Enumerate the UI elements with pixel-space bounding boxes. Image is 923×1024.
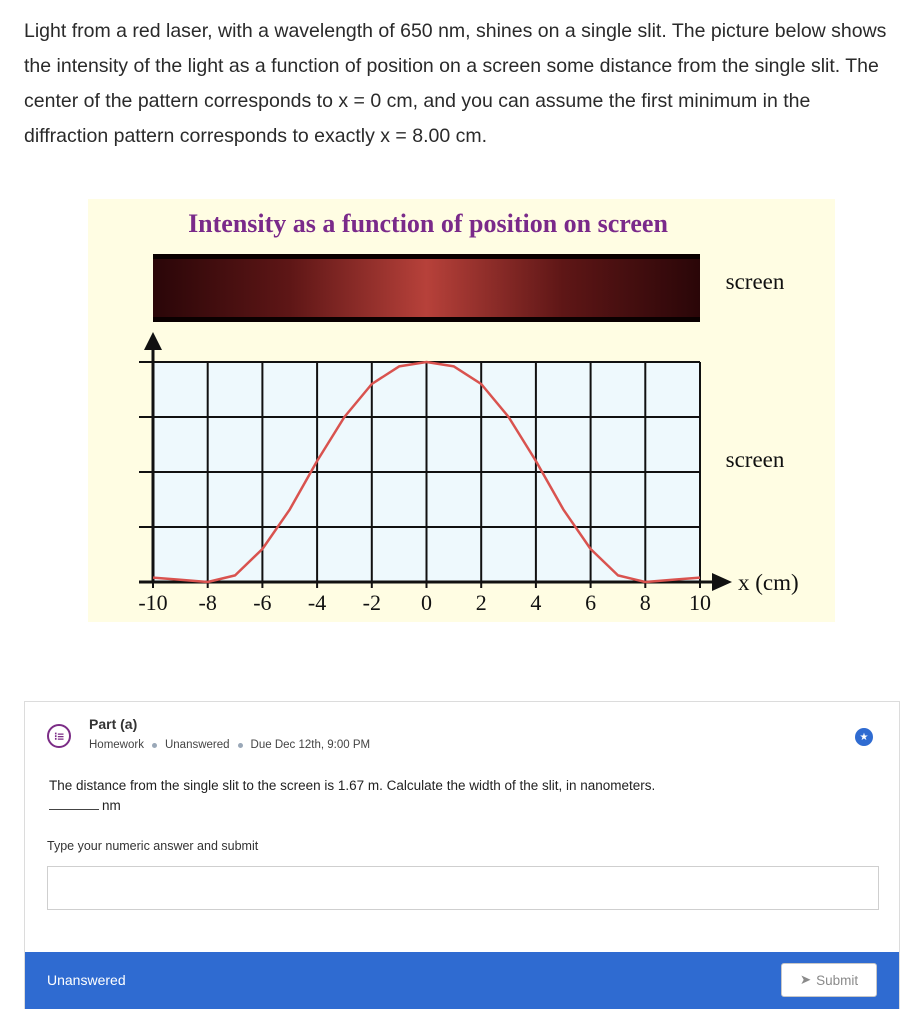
y-axis-arrow (144, 332, 162, 350)
x-tick-label: -10 (138, 590, 168, 615)
blank-underline (49, 799, 99, 810)
answer-instruction: Type your numeric answer and submit (47, 839, 259, 853)
send-icon: ➤ (799, 972, 812, 987)
x-axis-label: x (cm) (738, 570, 799, 595)
meta-due-date: Due Dec 12th, 9:00 PM (250, 739, 371, 751)
meta-status: Unanswered (164, 739, 230, 751)
status-bar (25, 952, 899, 1009)
x-tick-label: 0 (421, 590, 432, 615)
chart-title: Intensity as a function of position on screen (188, 209, 668, 238)
part-title: Part (a) (89, 716, 138, 732)
submit-button[interactable] (781, 963, 877, 997)
x-tick-label: -2 (362, 590, 381, 615)
answer-unit: nm (102, 798, 121, 813)
submit-label: Submit (816, 972, 859, 988)
bookmark-star-icon[interactable]: ★ (855, 728, 873, 746)
separator-dot (152, 743, 157, 748)
intensity-figure (88, 199, 835, 622)
question-card (24, 701, 900, 1009)
x-tick-label: 8 (639, 590, 651, 615)
answer-blank (49, 798, 121, 813)
x-tick-label: 4 (530, 590, 542, 615)
separator-dot (238, 743, 243, 748)
intensity-chart (88, 199, 835, 622)
question-list-icon: ⁝≡ (47, 724, 71, 748)
x-axis-arrow (712, 573, 732, 591)
x-tick-label: -8 (198, 590, 217, 615)
question-text: The distance from the single slit to the screen is 1.67 m. Calculate the width of the slit, in nanometers. (49, 778, 656, 793)
answer-status: Unanswered (47, 972, 126, 988)
screen-label: screen (725, 269, 785, 294)
x-tick-label: 2 (475, 590, 487, 615)
x-tick-label: -6 (253, 590, 272, 615)
x-tick-label: 10 (689, 590, 711, 615)
problem-statement: Light from a red laser, with a wavelength of 650 nm, shines on a single slit. The picture below shows the intensity of the light as a function of position on a screen some distance from the single slit. The center of the pattern corresponds to x = 0 cm, and you can assume the first minimum in the diffraction pattern corresponds to exactly x = 8.00 cm. (24, 20, 887, 147)
part-meta (89, 739, 370, 751)
numeric-answer-input[interactable] (47, 866, 879, 910)
x-tick-label: 6 (585, 590, 597, 615)
screen-label-lower: screen (725, 447, 785, 472)
x-tick-label: -4 (307, 590, 327, 615)
meta-type: Homework (89, 739, 144, 751)
screen-pattern (153, 259, 700, 317)
